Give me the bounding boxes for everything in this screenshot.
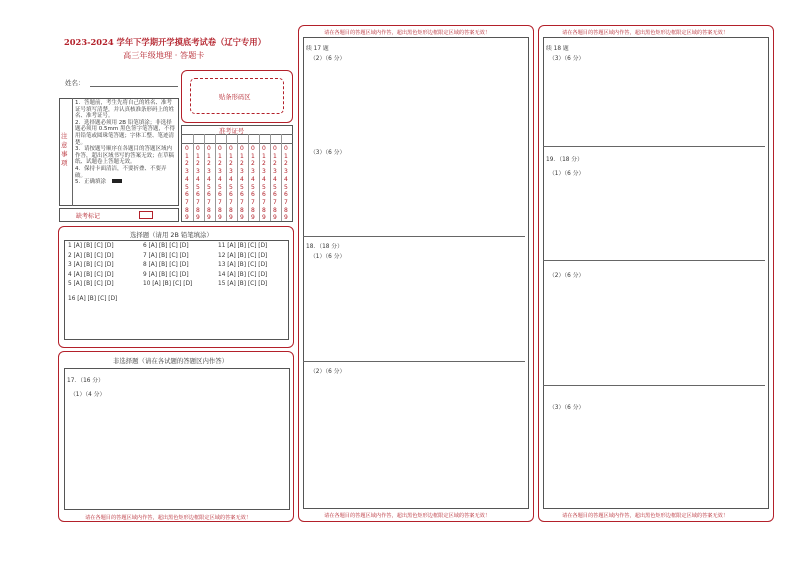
- choice-item[interactable]: 14 [A] [B] [C] [D]: [218, 271, 268, 278]
- admission-column-divider: [215, 134, 216, 221]
- admission-digit-bubble[interactable]: 2: [229, 160, 233, 168]
- q18-part3-label: （3）（6 分）: [549, 56, 585, 62]
- answer-sheet-subtitle: 高三年级地理 · 答题卡: [123, 50, 205, 60]
- admission-digit-bubble[interactable]: 0: [240, 145, 244, 152]
- admission-digit-bubble[interactable]: 6: [284, 191, 288, 199]
- absent-label: 缺考标记: [76, 213, 101, 220]
- warning-col3-top: 请在各题目的答题区域内作答，超出黑色矩形边框限定区域的答案无效！: [562, 30, 729, 36]
- admission-digit-bubble[interactable]: 3: [251, 168, 255, 176]
- choice-item[interactable]: 5 [A] [B] [C] [D]: [68, 281, 114, 287]
- admission-digit-bubble[interactable]: 8: [240, 206, 244, 214]
- admission-digit-bubble[interactable]: 1: [284, 152, 288, 160]
- admission-column-divider: [226, 134, 227, 221]
- q19-part2-end-line: [543, 385, 765, 386]
- admission-digit-bubble[interactable]: 0: [185, 145, 189, 152]
- admission-digit-bubble[interactable]: 7: [284, 198, 288, 206]
- admission-digit-bubble[interactable]: 6: [218, 191, 222, 199]
- note-item-2: 2．选择题必须用 2B 铅笔填涂；非选择题必须用 0.5mm 黑色签字笔答题，不得用铅笔或圆珠笔答题；字体工整、笔迹清楚。: [75, 119, 175, 146]
- admission-digit-bubble[interactable]: 6: [185, 191, 189, 199]
- choice-item[interactable]: 4 [A] [B] [C] [D]: [68, 271, 114, 278]
- q17-18-answer-area[interactable]: [303, 37, 529, 509]
- admission-digit-bubble[interactable]: 5: [229, 183, 233, 191]
- admission-digit-bubble[interactable]: 8: [229, 206, 233, 214]
- admission-digit-bubble[interactable]: 9: [185, 214, 189, 222]
- admission-digit-bubble[interactable]: 1: [185, 152, 189, 160]
- choice-item[interactable]: 13 [A] [B] [C] [D]: [218, 262, 268, 268]
- admission-digit-bubble[interactable]: 0: [196, 145, 200, 152]
- admission-digit-bubble[interactable]: 3: [218, 168, 222, 176]
- notes-divider: [72, 98, 73, 206]
- admission-column-divider: [259, 134, 260, 221]
- choice-item[interactable]: 12 [A] [B] [C] [D]: [218, 252, 268, 259]
- note-item-1: 1．答题前，考生先将自己的姓名、准考证号填写清楚，并认真核准条形码上的姓名、准考证号。: [75, 100, 175, 120]
- admission-digit-bubble[interactable]: 9: [262, 214, 266, 222]
- q18-part1-end-line: [303, 361, 525, 362]
- admission-label: 准考证号: [219, 128, 245, 135]
- admission-digit-bubble[interactable]: 7: [251, 198, 255, 206]
- q19-label: 19．（18 分）: [546, 157, 583, 163]
- exam-title: 2023-2024 学年下学期开学摸底考试卷（辽宁专用）: [64, 37, 266, 47]
- admission-digit-bubble[interactable]: 6: [262, 191, 266, 199]
- admission-digit-bubble[interactable]: 3: [262, 168, 266, 176]
- absent-checkbox[interactable]: [139, 211, 153, 219]
- admission-digit-bubble[interactable]: 8: [185, 206, 189, 214]
- admission-digit-bubble[interactable]: 3: [273, 168, 277, 176]
- admission-digit-bubble[interactable]: 4: [273, 175, 277, 183]
- admission-digit-bubble[interactable]: 2: [284, 160, 288, 168]
- admission-digit-bubble[interactable]: 9: [218, 214, 222, 222]
- admission-digit-bubble[interactable]: 8: [196, 206, 200, 214]
- choice-item[interactable]: 6 [A] [B] [C] [D]: [143, 243, 189, 249]
- admission-digit-bubble[interactable]: 7: [207, 198, 211, 206]
- q18-end-line: [543, 146, 765, 147]
- admission-digit-bubble[interactable]: 9: [240, 214, 244, 222]
- admission-digit-bubble[interactable]: 7: [218, 198, 222, 206]
- barcode-label: 贴条形码区: [219, 94, 251, 101]
- admission-column-divider: [281, 134, 282, 221]
- admission-digit-bubble[interactable]: 6: [196, 191, 200, 199]
- admission-digit-bubble[interactable]: 4: [284, 175, 288, 183]
- admission-digit-bubble[interactable]: 8: [273, 206, 277, 214]
- admission-digit-bubble[interactable]: 5: [251, 183, 255, 191]
- q19-part3-label: （3）（6 分）: [549, 405, 585, 411]
- admission-digit-bubble[interactable]: 5: [207, 183, 211, 191]
- note-item-4: 4．保持卡面清洁，不要折叠、不要弄破。: [75, 165, 167, 179]
- q18-continued-label: 续 18 题: [546, 46, 569, 52]
- admission-digit-bubble[interactable]: 0: [251, 145, 255, 152]
- admission-digit-bubble[interactable]: 7: [240, 198, 244, 206]
- admission-column-divider: [237, 134, 238, 221]
- admission-digit-bubble[interactable]: 7: [196, 198, 200, 206]
- q18-part2-label: （2）（6 分）: [310, 369, 346, 375]
- q18-part1-label: （1）（6 分）: [310, 254, 346, 260]
- admission-digit-bubble[interactable]: 4: [251, 175, 255, 183]
- choice-item[interactable]: 15 [A] [B] [C] [D]: [218, 281, 268, 287]
- warning-col2-top: 请在各题目的答题区域内作答，超出黑色矩形边框限定区域的答案无效！: [324, 30, 491, 36]
- admission-digit-bubble[interactable]: 8: [262, 206, 266, 214]
- admission-digit-bubble[interactable]: 0: [284, 145, 288, 152]
- admission-digit-bubble[interactable]: 5: [196, 183, 200, 191]
- name-underline[interactable]: [90, 86, 178, 87]
- admission-digit-bubble[interactable]: 2: [218, 160, 222, 168]
- admission-digit-bubble[interactable]: 0: [207, 145, 211, 152]
- admission-digit-bubble[interactable]: 1: [273, 152, 277, 160]
- admission-digit-bubble[interactable]: 0: [262, 145, 266, 152]
- admission-digit-bubble[interactable]: 6: [207, 191, 211, 199]
- choice-item[interactable]: 3 [A] [B] [C] [D]: [68, 262, 114, 268]
- note-item-5: 5．正确填涂: [75, 179, 106, 186]
- choice-item[interactable]: 8 [A] [B] [C] [D]: [143, 262, 189, 268]
- q19-part1-label: （1）（6 分）: [549, 171, 585, 177]
- choice-item-16[interactable]: 16 [A] [B] [C] [D]: [68, 296, 118, 302]
- admission-digit-bubble[interactable]: 5: [240, 183, 244, 191]
- q17-label: 17．（16 分）: [67, 378, 104, 384]
- q19-part1-end-line: [543, 260, 765, 261]
- choice-title: 选择题（请用 2B 铅笔填涂）: [130, 231, 213, 239]
- admission-digit-bubble[interactable]: 2: [185, 160, 189, 168]
- admission-digit-bubble[interactable]: 2: [273, 160, 277, 168]
- admission-digit-bubble[interactable]: 4: [240, 175, 244, 183]
- admission-digit-bubble[interactable]: 3: [185, 168, 189, 176]
- admission-digit-bubble[interactable]: 5: [273, 183, 277, 191]
- admission-digit-bubble[interactable]: 9: [284, 214, 288, 222]
- admission-column-divider: [248, 134, 249, 221]
- admission-digit-bubble[interactable]: 1: [262, 152, 266, 160]
- admission-digit-bubble[interactable]: 6: [229, 191, 233, 199]
- admission-digit-bubble[interactable]: 0: [273, 145, 277, 152]
- admission-digit-bubble[interactable]: 3: [229, 168, 233, 176]
- admission-digit-bubble[interactable]: 9: [251, 214, 255, 222]
- choice-item[interactable]: 11 [A] [B] [C] [D]: [218, 243, 268, 249]
- admission-digit-bubble[interactable]: 2: [251, 160, 255, 168]
- admission-digit-bubble[interactable]: 5: [218, 183, 222, 191]
- admission-digit-bubble[interactable]: 5: [185, 183, 189, 191]
- choice-item[interactable]: 7 [A] [B] [C] [D]: [143, 252, 189, 259]
- admission-digit-bubble[interactable]: 1: [240, 152, 244, 160]
- admission-digit-bubble[interactable]: 9: [207, 214, 211, 222]
- q17-end-line: [303, 236, 525, 237]
- admission-column-divider: [204, 134, 205, 221]
- admission-digit-bubble[interactable]: 1: [207, 152, 211, 160]
- choice-item[interactable]: 2 [A] [B] [C] [D]: [68, 252, 114, 259]
- note-item-3: 3．请按题号顺序在各题目的答题区域内作答，超出区域书写的答案无效；在草稿纸、试题卷上答题无效。: [75, 146, 175, 166]
- admission-digit-bubble[interactable]: 7: [262, 198, 266, 206]
- admission-digit-bubble[interactable]: 9: [229, 214, 233, 222]
- admission-column-divider: [193, 134, 194, 221]
- choice-item[interactable]: 10 [A] [B] [C] [D]: [143, 281, 193, 287]
- admission-digit-bubble[interactable]: 6: [251, 191, 255, 199]
- admission-digit-bubble[interactable]: 1: [251, 152, 255, 160]
- admission-digit-bubble[interactable]: 5: [262, 183, 266, 191]
- admission-digit-bubble[interactable]: 3: [207, 168, 211, 176]
- choice-item[interactable]: 9 [A] [B] [C] [D]: [143, 271, 189, 278]
- admission-digit-bubble[interactable]: 6: [240, 191, 244, 199]
- admission-digit-bubble[interactable]: 1: [229, 152, 233, 160]
- admission-digit-bubble[interactable]: 5: [284, 183, 288, 191]
- admission-digit-bubble[interactable]: 7: [229, 198, 233, 206]
- q18-label: 18．（18 分）: [306, 244, 343, 250]
- admission-digit-bubble[interactable]: 1: [196, 152, 200, 160]
- admission-digit-bubble[interactable]: 8: [284, 206, 288, 214]
- admission-digit-bubble[interactable]: 7: [273, 198, 277, 206]
- admission-column-divider: [270, 134, 271, 221]
- admission-digit-bubble[interactable]: 2: [240, 160, 244, 168]
- q17-continued-label: 续 17 题: [306, 46, 329, 52]
- admission-digit-bubble[interactable]: 3: [240, 168, 244, 176]
- admission-digit-bubble[interactable]: 4: [196, 175, 200, 183]
- q17-part1-label: （1）（4 分）: [70, 392, 106, 398]
- admission-digit-bubble[interactable]: 8: [251, 206, 255, 214]
- admission-digit-bubble[interactable]: 8: [207, 206, 211, 214]
- admission-digit-bubble[interactable]: 4: [185, 175, 189, 183]
- admission-digit-bubble[interactable]: 2: [262, 160, 266, 168]
- admission-digit-bubble[interactable]: 8: [218, 206, 222, 214]
- admission-digit-bubble[interactable]: 4: [218, 175, 222, 183]
- admission-digit-bubble[interactable]: 3: [196, 168, 200, 176]
- admission-digit-bubble[interactable]: 0: [229, 145, 233, 152]
- admission-digit-bubble[interactable]: 2: [207, 160, 211, 168]
- admission-digit-bubble[interactable]: 6: [273, 191, 277, 199]
- q17-part2-label: （2）（6 分）: [310, 56, 346, 62]
- admission-digit-bubble[interactable]: 7: [185, 198, 189, 206]
- warning-col3-bottom: 请在各题目的答题区域内作答，超出黑色矩形边框限定区域的答案无效！: [562, 513, 729, 519]
- admission-digit-bubble[interactable]: 3: [284, 168, 288, 176]
- admission-digit-bubble[interactable]: 0: [218, 145, 222, 152]
- warning-col1: 请在各题目的答题区域内作答，超出黑色矩形边框限定区域的答案无效！: [85, 515, 252, 521]
- notes-label: 注意事项: [61, 132, 68, 167]
- choice-item[interactable]: 1 [A] [B] [C] [D]: [68, 243, 114, 249]
- warning-col2-bottom: 请在各题目的答题区域内作答，超出黑色矩形边框限定区域的答案无效！: [324, 513, 491, 519]
- admission-digit-bubble[interactable]: 4: [207, 175, 211, 183]
- admission-digit-bubble[interactable]: 2: [196, 160, 200, 168]
- name-label: 姓名：: [65, 79, 85, 87]
- admission-digit-bubble[interactable]: 1: [218, 152, 222, 160]
- q19-part2-label: （2）（6 分）: [549, 273, 585, 279]
- admission-digit-bubble[interactable]: 9: [273, 214, 277, 222]
- filled-sample-mark: [112, 179, 122, 183]
- nonchoice-title: 非选择题（请在各试题的答题区内作答）: [113, 357, 229, 365]
- notes-list: [75, 100, 177, 186]
- q17-part3-label: （3）（6 分）: [310, 150, 346, 156]
- admission-digit-bubble[interactable]: 4: [262, 175, 266, 183]
- admission-digit-bubble[interactable]: 4: [229, 175, 233, 183]
- admission-digit-bubble[interactable]: 9: [196, 214, 200, 222]
